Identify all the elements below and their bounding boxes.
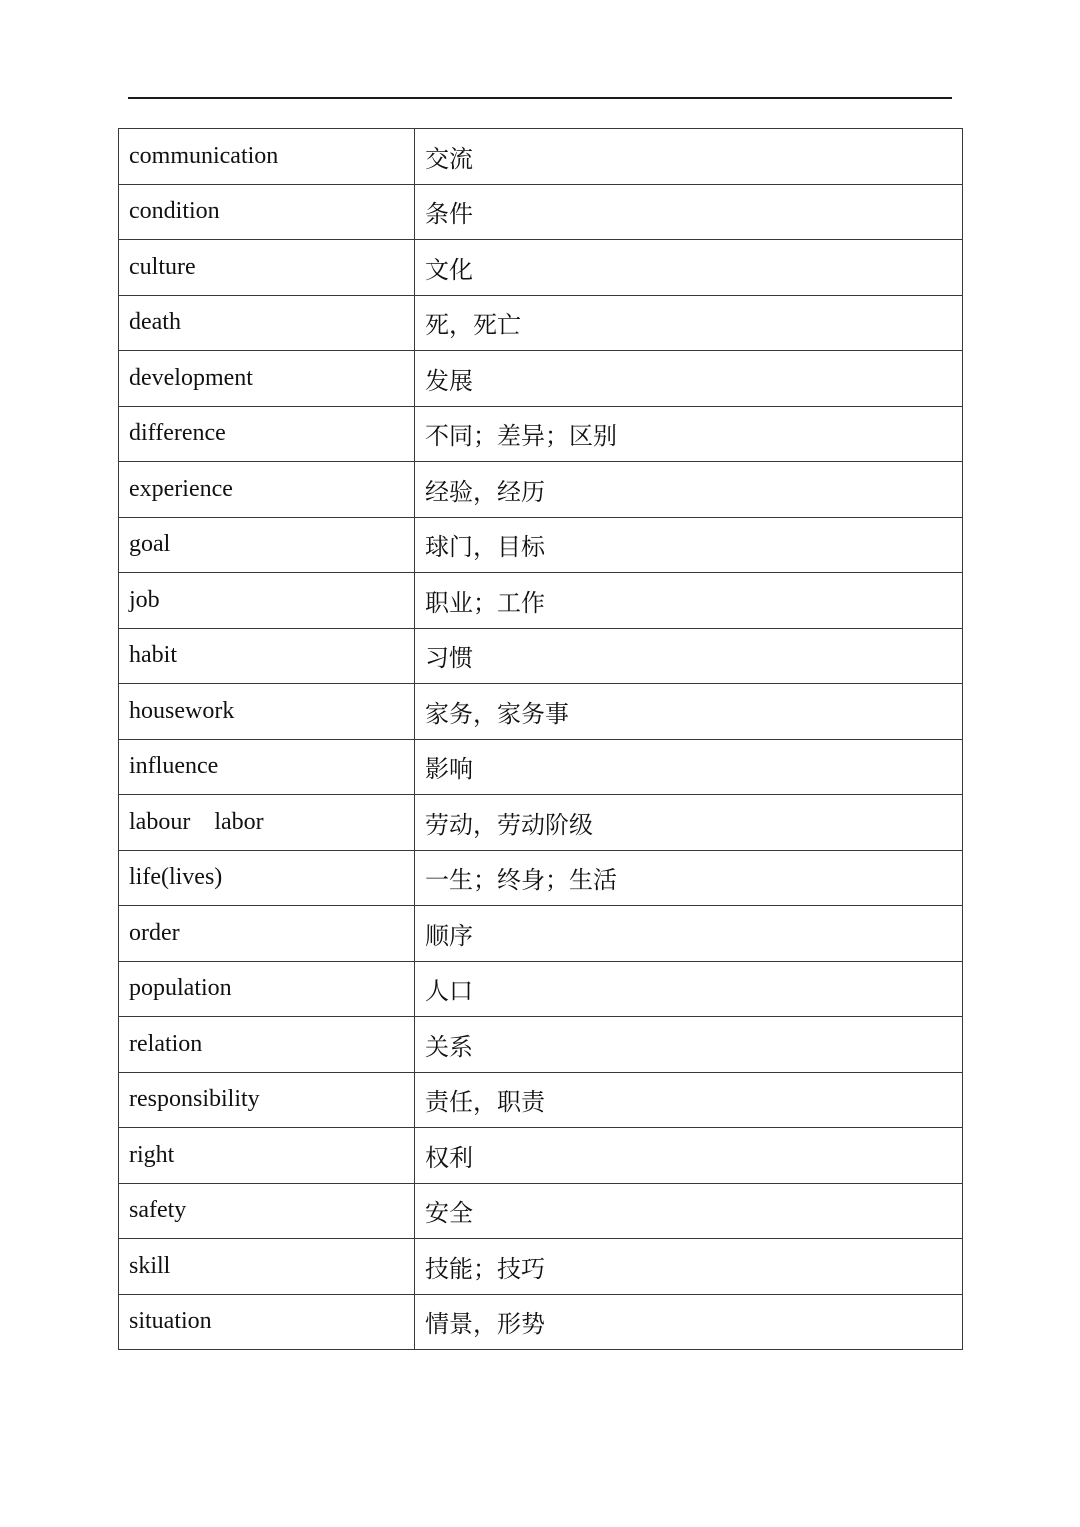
word-cell: development [119, 351, 415, 407]
word-cell: habit [119, 628, 415, 684]
meaning-cell: 劳动，劳动阶级 [415, 795, 963, 851]
table-row [119, 184, 963, 240]
meaning-cell: 不同；差异；区别 [415, 406, 963, 462]
word-cell: skill [119, 1239, 415, 1295]
meaning-cell: 关系 [415, 1017, 963, 1073]
word-cell: responsibility [119, 1072, 415, 1128]
table-row [119, 850, 963, 906]
meaning-cell: 顺序 [415, 906, 963, 962]
table-row [119, 129, 963, 185]
table-row [119, 1072, 963, 1128]
table-row [119, 628, 963, 684]
table-row [119, 351, 963, 407]
table-row [119, 1239, 963, 1295]
table-row [119, 295, 963, 351]
word-cell: right [119, 1128, 415, 1184]
word-cell: safety [119, 1183, 415, 1239]
table-row [119, 961, 963, 1017]
word-cell: housework [119, 684, 415, 740]
table-row [119, 517, 963, 573]
word-cell: relation [119, 1017, 415, 1073]
table-row [119, 684, 963, 740]
meaning-cell: 文化 [415, 240, 963, 296]
meaning-cell: 死，死亡 [415, 295, 963, 351]
header-rule [128, 97, 952, 99]
vocabulary-table [118, 128, 963, 1350]
table-row [119, 1017, 963, 1073]
meaning-cell: 习惯 [415, 628, 963, 684]
meaning-cell: 家务，家务事 [415, 684, 963, 740]
word-cell: difference [119, 406, 415, 462]
meaning-cell: 一生；终身；生活 [415, 850, 963, 906]
table-row [119, 573, 963, 629]
word-cell: culture [119, 240, 415, 296]
meaning-cell: 影响 [415, 739, 963, 795]
table-row [119, 240, 963, 296]
meaning-cell: 技能；技巧 [415, 1239, 963, 1295]
meaning-cell: 责任，职责 [415, 1072, 963, 1128]
word-cell: labour labor [119, 795, 415, 851]
word-cell: order [119, 906, 415, 962]
table-row [119, 1183, 963, 1239]
meaning-cell: 情景，形势 [415, 1294, 963, 1350]
word-cell: death [119, 295, 415, 351]
meaning-cell: 条件 [415, 184, 963, 240]
word-cell: job [119, 573, 415, 629]
word-cell: situation [119, 1294, 415, 1350]
word-cell: goal [119, 517, 415, 573]
meaning-cell: 球门，目标 [415, 517, 963, 573]
meaning-cell: 交流 [415, 129, 963, 185]
meaning-cell: 安全 [415, 1183, 963, 1239]
table-row [119, 1128, 963, 1184]
meaning-cell: 权利 [415, 1128, 963, 1184]
word-cell: population [119, 961, 415, 1017]
meaning-cell: 发展 [415, 351, 963, 407]
word-cell: influence [119, 739, 415, 795]
meaning-cell: 职业；工作 [415, 573, 963, 629]
meaning-cell: 经验，经历 [415, 462, 963, 518]
word-cell: experience [119, 462, 415, 518]
table-row [119, 906, 963, 962]
word-cell: communication [119, 129, 415, 185]
word-cell: life(lives) [119, 850, 415, 906]
table-row [119, 795, 963, 851]
table-row [119, 1294, 963, 1350]
word-cell: condition [119, 184, 415, 240]
table-row [119, 739, 963, 795]
table-row [119, 406, 963, 462]
table-row [119, 462, 963, 518]
meaning-cell: 人口 [415, 961, 963, 1017]
